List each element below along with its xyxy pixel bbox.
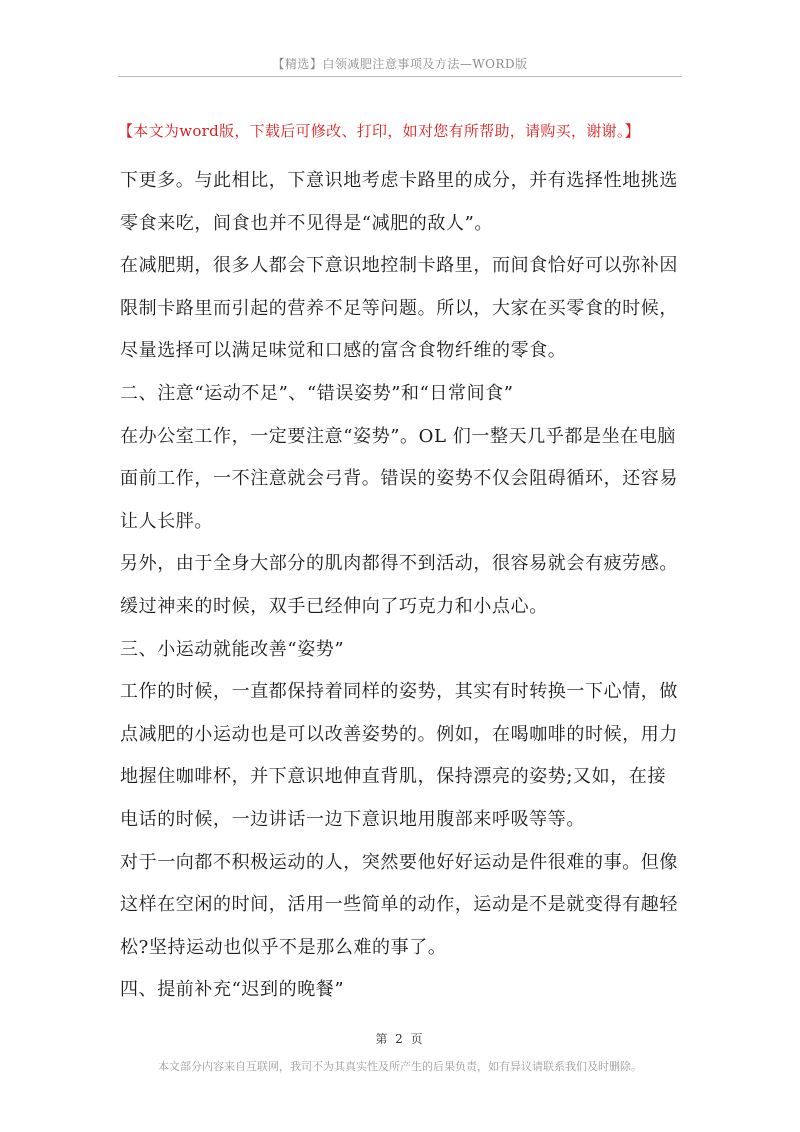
text-line: 限制卡路里而引起的营养不足等问题。所以，大家在买零食的时候， xyxy=(120,297,678,319)
text-line: 对于一向都不积极运动的人，突然要他好好运动是件很难的事。但像 xyxy=(120,851,678,873)
text-line: 让人长胖。 xyxy=(120,510,213,532)
text-line: 这样在空闲的时间，活用一些简单的动作，运动是不是就变得有趣轻 xyxy=(120,894,678,916)
body-text xyxy=(120,160,690,1012)
text-line: 在减肥期，很多人都会下意识地控制卡路里，而间食恰好可以弥补因 xyxy=(120,255,678,277)
text-line: 点减肥的小运动也是可以改善姿势的。例如，在喝咖啡的时候，用力 xyxy=(120,723,678,745)
text-line: 零食来吃，间食也并不见得是“减肥的敌人”。 xyxy=(120,212,494,234)
text-line: 另外，由于全身大部分的肌肉都得不到活动，很容易就会有疲劳感。 xyxy=(120,553,678,575)
section-heading: 四、提前补充“迟到的晚餐” xyxy=(120,979,345,1001)
text-line: 工作的时候，一直都保持着同样的姿势，其实有时转换一下心情，做 xyxy=(120,681,678,703)
section-heading: 三、小运动就能改善“姿势” xyxy=(120,638,345,660)
section-heading: 二、注意“运动不足”、“错误姿势”和“日常间食” xyxy=(120,382,514,404)
text-line: 面前工作，一不注意就会弓背。错误的姿势不仅会阻碍循环，还容易 xyxy=(120,468,678,490)
page-number: 第 2 页 xyxy=(375,1032,425,1046)
page-header: 【精选】白领减肥注意事项及方法—WORD版 xyxy=(272,57,528,71)
text-line: 松?坚持运动也似乎不是那么难的事了。 xyxy=(120,936,447,958)
text-line: 在办公室工作，一定要注意“姿势”。OL 们一整天几乎都是坐在电脑 xyxy=(120,425,677,447)
text-line: 缓过神来的时候，双手已经伸向了巧克力和小点心。 xyxy=(120,595,548,617)
header-divider xyxy=(118,76,682,77)
footer-disclaimer: 本文部分内容来自互联网，我司不为其真实性及所产生的后果负责，如有异议请联系我们及时删除。 xyxy=(158,1060,642,1073)
text-line: 地握住咖啡杯，并下意识地伸直背肌，保持漂亮的姿势;又如，在接 xyxy=(120,766,667,788)
text-line: 电话的时候，一边讲话一边下意识地用腹部来呼吸等等。 xyxy=(120,808,585,830)
download-notice: 【本文为word版，下载后可修改、打印，如对您有所帮助，请购买，谢谢。】 xyxy=(118,122,640,140)
text-line: 下更多。与此相比，下意识地考虑卡路里的成分，并有选择性地挑选 xyxy=(120,170,678,191)
text-line: 尽量选择可以满足味觉和口感的富含食物纤维的零食。 xyxy=(120,340,567,362)
